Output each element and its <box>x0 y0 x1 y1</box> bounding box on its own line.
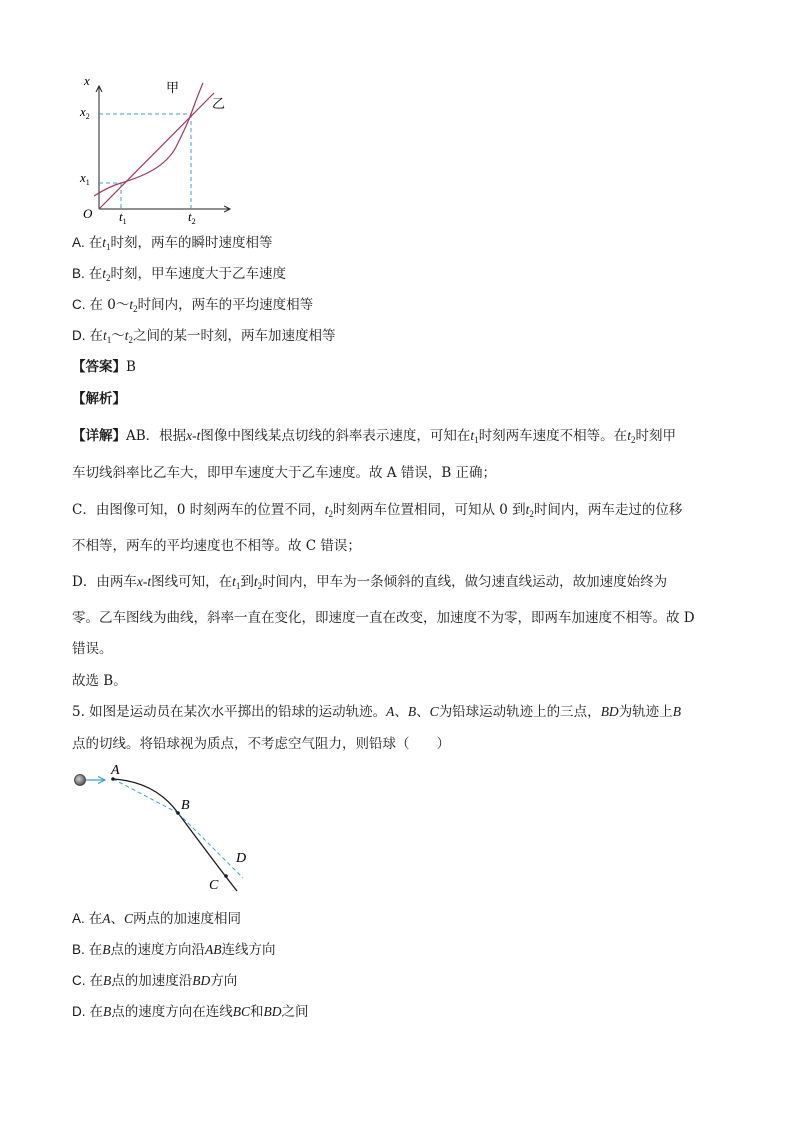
q5-option-d: D. 在B点的速度方向在连线BC和BD之间 <box>72 1004 309 1020</box>
q5-stem-line-1: 5. 如图是运动员在某次水平掷出的铅球的运动轨迹。A、B、C为铅球运动轨迹上的三点，BD为轨迹上B <box>72 704 681 720</box>
q4-option-a: A. 在$t_1$时刻，两车的瞬时速度相等 <box>72 235 273 252</box>
origin-label: O <box>83 206 93 221</box>
detail-line-5: D．由两车x-t图线可知，在$t_1$到$t_2$时间内，甲车为一条倾斜的直线，做匀速直线运动，故加速度始终为 <box>72 574 668 591</box>
tangent-bd <box>178 813 243 878</box>
q5-option-b: B. 在B点的速度方向沿AB连线方向 <box>72 942 276 958</box>
detail-line-4: 不相等，两车的平均速度也不相等。故 C 错误； <box>72 538 361 554</box>
line-yi <box>99 93 214 209</box>
detail-line-3: C．由图像可知，0 时刻两车的位置不同，$t_2$时刻两车位置相同，可知从 0 到$t_2$时间内，两车走过的位移 <box>72 502 683 519</box>
q4-option-b: B. 在$t_2$时刻，甲车速度大于乙车速度 <box>72 266 287 283</box>
label-b: B <box>181 798 190 813</box>
label-c: C <box>209 878 219 893</box>
x2-label: $x_2$ <box>80 104 90 121</box>
q5-option-c: C. 在B点的加速度沿BD方向 <box>72 973 238 989</box>
answer-line: 【答案】B <box>72 359 136 375</box>
label-a: A <box>111 763 120 778</box>
detail-line-8: 故选 B。 <box>72 673 127 689</box>
xt-graph <box>70 70 245 230</box>
q5-option-a: A. 在A、C两点的加速度相同 <box>72 911 242 927</box>
label-yi: 乙 <box>212 96 226 111</box>
t1-label: $t_1$ <box>119 209 127 226</box>
q5-stem-line-2: 点的切线。将铅球视为质点，不考虑空气阻力，则铅球（ ） <box>72 736 450 752</box>
point-c <box>224 874 228 878</box>
detail-line-6: 零。乙车图线为曲线，斜率一直在变化，即速度一直在改变，加速度不为零，即两车加速度不相等。故 D <box>72 610 695 626</box>
t2-label: $t_2$ <box>188 209 196 226</box>
y-axis-label: x <box>84 73 90 88</box>
q4-option-c: C. 在 $0\sim t_2$时间内，两车的平均速度相等 <box>72 297 314 314</box>
label-jia: 甲 <box>166 80 180 95</box>
chord-ab <box>113 779 178 813</box>
shot-put-ball <box>75 775 86 786</box>
trajectory-curve <box>113 779 237 891</box>
x1-label: $x_1$ <box>80 170 90 187</box>
curve-jia <box>94 83 203 196</box>
point-b <box>176 811 180 815</box>
detail-line-7: 错误。 <box>72 641 113 657</box>
detail-line-2: 车切线斜率比乙车大，即甲车速度大于乙车速度。故 A 错误，B 正确； <box>72 465 497 481</box>
q4-option-d: D. 在$t_1\sim t_2$之间的某一时刻，两车加速度相等 <box>72 328 336 345</box>
trajectory-diagram <box>65 755 265 900</box>
label-d: D <box>236 851 247 866</box>
detail-line-1: 【详解】AB．根据x-t图像中图线某点切线的斜率表示速度，可知在$t_1$时刻两车速度不相等。在$t_2$时刻甲 <box>72 428 676 445</box>
analysis-tag: 【解析】 <box>72 391 126 407</box>
